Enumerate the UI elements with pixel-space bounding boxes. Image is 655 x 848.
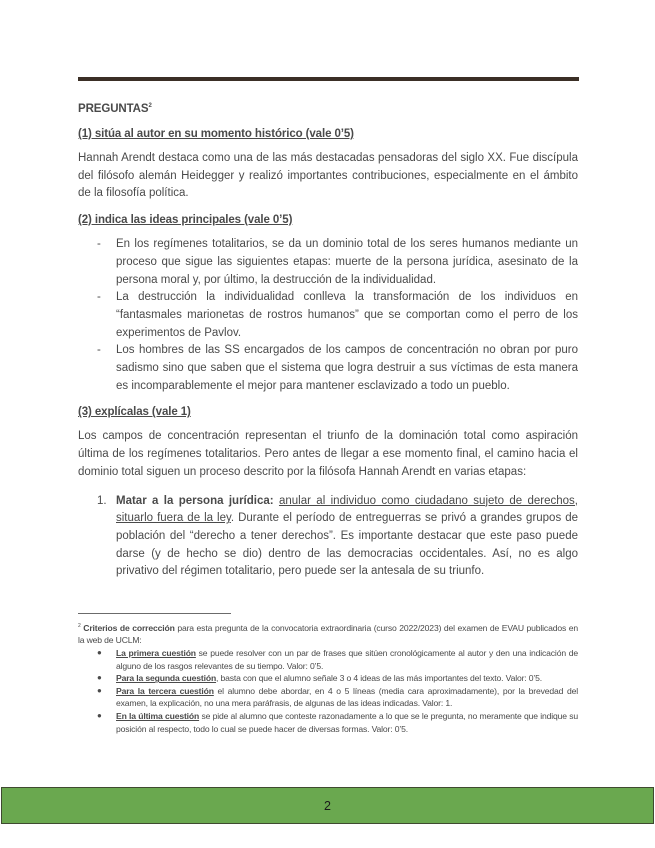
list-item: ● Para la segunda cuestión, basta con que el alumno señale 3 o 4 ideas de las más importantes del texto. Valor: 0’5.	[97, 673, 543, 684]
list-item: - Los hombres de las SS encargados de los campos de concentración no obran por puro sadismo sino que saben que el sistema que logra destruir a sus víctimas de esta manera es incomparablemente el mejor para mantener esclavizado a todo un pueblo.	[97, 344, 578, 392]
footnote-rule	[78, 613, 231, 614]
footnote-intro: $^2$ Criterios de corrección para esta pregunta de la convocatoria extraordinaria (curso 2022/2023) del examen de EVAU publicados en la web de UCLM:	[78, 622, 578, 646]
question-3-intro: Los campos de concentración representan el triunfo de la dominación total como aspiración última de los regímenes totalitarios. Pero antes de llegar a ese momento final, el camino hacia el dominio total siguen un proceso descrito por la filósofa Hannah Arendt en varias etapas:	[78, 430, 578, 478]
page-footer	[1, 787, 654, 824]
question-1-title: (1) sitúa al autor en su momento histórico (vale 0’5)	[78, 128, 354, 140]
stages-list	[78, 493, 578, 582]
footnote-marker: 2	[148, 103, 152, 110]
list-item: ● Para la tercera cuestión el alumno debe abordar, en 4 o 5 líneas (media cara aproximadamente), por la brevedad del examen, la explicación, no una mera paráfrasis, de algunas de las ideas indicadas. Valor: 1.	[97, 685, 578, 709]
question-3-title: (3) explícalas (vale 1)	[78, 406, 191, 419]
question-2-title: (2) indica las ideas principales (vale 0’5)	[78, 214, 293, 227]
list-item: ● En la última cuestión se pide al alumno que conteste razonadamente a lo que se le pregunta, no meramente que indique su posición al respecto, todo lo cual se puede hacer de diversas formas. Valor: 0’5.	[97, 711, 578, 734]
list-item: 1. Matar a la persona jurídica: anular al individuo como ciudadano sujeto de derechos, situarlo fuera de la ley. Durante el período de entreguerras se privó a grandes grupos de población del “derecho a tener derechos”. Es importante destacar que este paso puede darse (y de hecho se dio) dentro de las democracias occidentales. Así, no es algo privativo del régimen totalitario, pero puede ser la antesala de su triunfo.	[97, 494, 579, 578]
list-item: ● La primera cuestión se puede resolver con un par de frases que sitúen cronológicamente al autor y den una indicación de alguno de los rasgos relevantes de su tiempo. Valor: 0’5.	[97, 648, 578, 671]
criteria-list	[78, 647, 578, 735]
list-item: - La destrucción la individualidad conlleva la transformación de los individuos en “fantasmales marionetas de rostros humanos” que se comportan como el perro de los experimentos de Pavlov.	[97, 291, 578, 339]
list-item: - En los regímenes totalitarios, se da un dominio total de los seres humanos mediante un proceso que sigue las siguientes etapas: muerte de la persona jurídica, asesinato de la persona moral y, por último, la destrucción de la individualidad.	[97, 238, 578, 286]
footnote	[78, 620, 578, 735]
question-1-answer: Hannah Arendt destaca como una de las más destacadas pensadoras del siglo XX. Fue discípula del filósofo alemán Heidegger y realizó importantes contribuciones, especialmente en el ámbito de la filosofía política.	[78, 152, 578, 200]
main-content	[78, 103, 578, 581]
main-ideas-list	[78, 236, 578, 395]
header-rule	[78, 77, 579, 81]
page-heading: PREGUNTAS$^2$	[78, 103, 152, 115]
page-number: 2	[324, 798, 331, 813]
